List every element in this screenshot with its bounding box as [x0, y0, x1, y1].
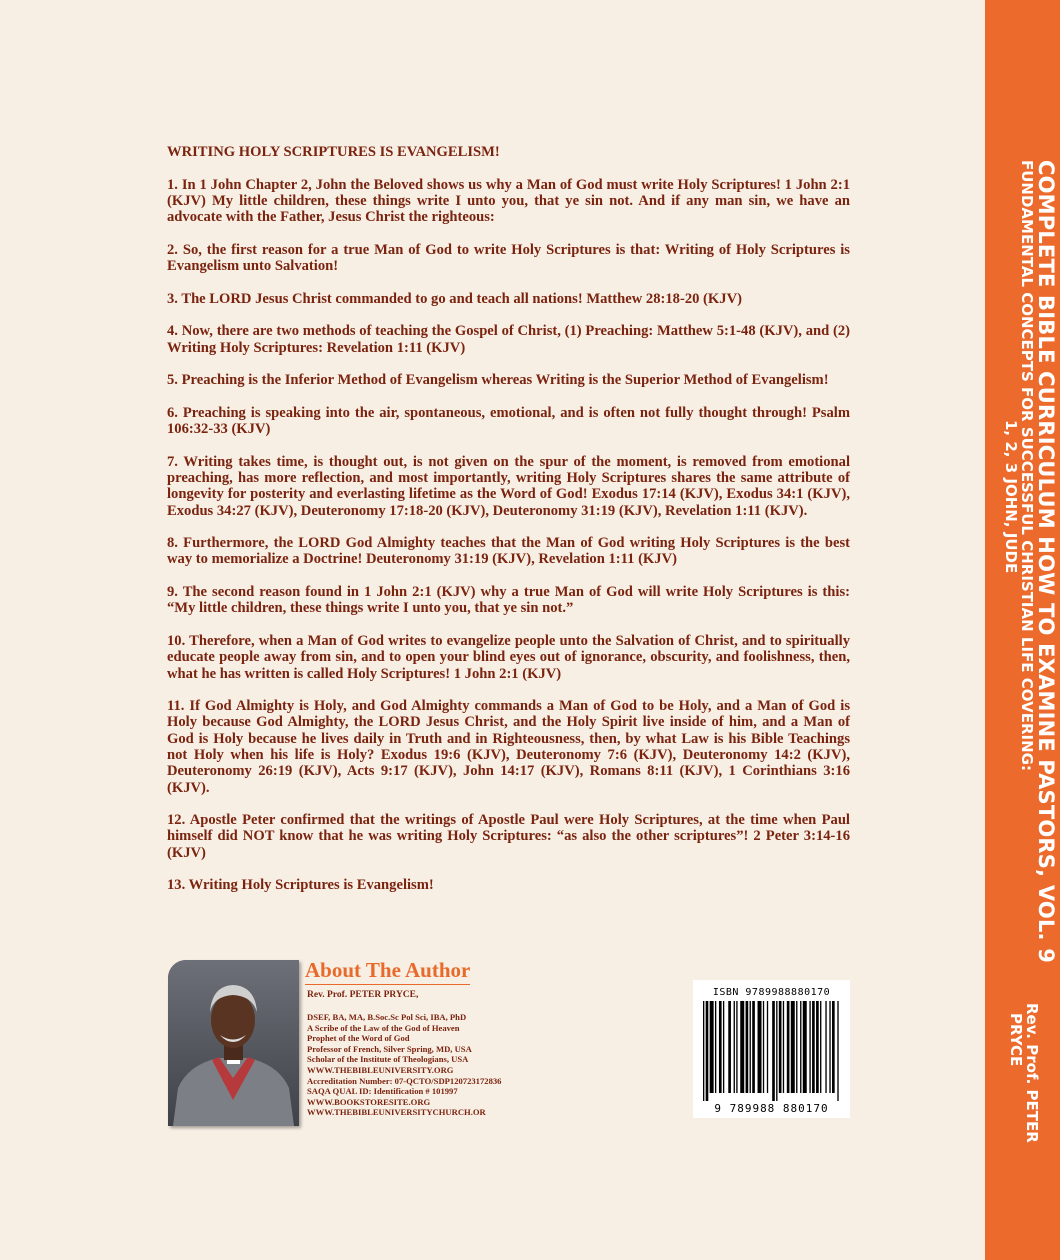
heading: WRITING HOLY SCRIPTURES IS EVANGELISM! [167, 144, 500, 160]
credential-line: Prophet of the Word of God [307, 1033, 410, 1044]
isbn-label: ISBN 9789988880170 [712, 987, 831, 998]
paragraph-5: 5. Preaching is the Inferior Method of Evangelism whereas Writing is the Superior Method of Evangelism! [167, 372, 829, 389]
barcode-bar [776, 1001, 777, 1101]
isbn-barcode [693, 980, 850, 1118]
spine-author-line: PRYCE [1007, 1013, 1025, 1067]
barcode-bar [736, 1001, 737, 1093]
barcode-bar [740, 1001, 744, 1093]
barcode-bar [809, 1001, 810, 1093]
paragraph-4: 4. Now, there are two methods of teaching the Gospel of Christ, (1) Preaching: Matthew 5:1-48 (KJV), and (2) Writing Holy Scriptures: Revelation 1:11 (KJV) [167, 323, 850, 356]
spine-author-line: Rev. Prof. PETER [1023, 1003, 1041, 1143]
spine-subtitle-books: 1, 2, 3 JOHN, JUDE [1002, 420, 1020, 574]
barcode-bar [825, 1001, 826, 1093]
about-author-title: About The Author [305, 958, 470, 985]
paragraph-7: 7. Writing takes time, is thought out, is not given on the spur of the moment, is removed from emotional preaching, has more reflection, and most importantly, writing Holy Scriptures shares the same attribute of longevity for posterity and everlasting lifetime as the Word of God! Exodus 17:14 (KJV), Exodus 34:1 (KJV), Exodus 34:27 (KJV), Deuteronomy 17:18-20 (KJV), Deuteronomy 31:19 (KJV), Revelation 1:11 (KJV). [167, 453, 850, 519]
credential-line: DSEF, BA, MA, B.Soc.Sc Pol Sci, IBA, PhD [307, 1012, 467, 1022]
barcode-bar [791, 1001, 795, 1093]
paragraph-10: 10. Therefore, when a Man of God writes to evangelize people unto the Salvation of Christ, and to spiritually educate people away from sin, and to open your blind eyes out of ignorance, obscurity, and foolishness, then, what he has written is called Holy Scriptures! 1 John 2:1 (KJV) [167, 632, 850, 682]
barcode-bar [783, 1001, 784, 1093]
barcode-bar [763, 1001, 764, 1093]
barcode-bar [703, 1001, 704, 1101]
paragraph-11: 11. If God Almighty is Holy, and God Almighty commands a Man of God to be Holy, and a Man of God is Holy because God Almighty, the LORD Jesus Christ, and the Holy Spirit live inside of him, and a Man of God is Holy because he lives daily in Truth and in Righteousness, then, by what Law is his Bible Teachings not Holy when his life is Holy? Exodus 19:6 (KJV), Deuteronomy 7:6 (KJV), Deuteronomy 14:2 (KJV), Deuteronomy 26:19 (KJV), Acts 9:17 (KJV), John 14:17 (KJV), Romans 8:11 (KJV), 1 Corinthians 3:16 (KJV). [167, 698, 850, 796]
barcode-bar [710, 1001, 714, 1093]
paragraph-1: 1. In 1 John Chapter 2, John the Beloved shows us why a Man of God must write Holy Scriptures! 1 John 2:1 (KJV) My little children, these things write I unto you, that ye sin not. And if any man sin, we have an advocate with the Father, Jesus Christ the righteous: [167, 176, 850, 226]
spine-title-block [1003, 160, 1057, 963]
barcode-bar [767, 1001, 768, 1093]
barcode-bar [779, 1001, 782, 1093]
spine-title: COMPLETE BIBLE CURRICULUM HOW TO EXAMINE PASTORS, VOL. 9 [1034, 160, 1058, 964]
credential-line: A Scribe of the Law of the God of Heaven [307, 1022, 460, 1033]
author-credentials [307, 1012, 501, 1118]
barcode-bar [715, 1001, 716, 1093]
paragraph-13: 13. Writing Holy Scriptures is Evangelism! [167, 877, 434, 894]
barcode-bar [820, 1001, 821, 1093]
barcode-bar [728, 1001, 731, 1093]
barcode-bar [816, 1001, 819, 1093]
credential-line: WWW.THEBIBLEUNIVERSITY.ORG [307, 1064, 454, 1075]
barcode-bar [719, 1001, 722, 1093]
barcode-bar [796, 1001, 797, 1093]
barcode-bar [772, 1001, 775, 1101]
barcode-bar [758, 1001, 762, 1093]
credential-line: Professor of French, Silver Spring, MD, USA [307, 1043, 472, 1054]
barcode-bar [800, 1001, 801, 1093]
barcode-bar [752, 1001, 755, 1093]
barcode-bar [829, 1001, 830, 1093]
paragraph-2: 2. So, the first reason for a true Man of God to write Holy Scriptures is that: Writing of Holy Scriptures is Evangelism unto Salvation! [167, 241, 850, 275]
barcode-bar [803, 1001, 807, 1093]
barcode-bars [703, 1001, 840, 1101]
author-photo [168, 960, 299, 1126]
barcode-bar [837, 1001, 838, 1101]
barcode-bar [787, 1001, 790, 1093]
paragraph-9: 9. The second reason found in 1 John 2:1 (KJV) why a true Man of God will write Holy Scriptures is this: “My little children, these things write I unto you, that ye sin not.” [167, 584, 850, 617]
author-name: Rev. Prof. PETER PRYCE, [307, 990, 419, 1000]
credential-line: Accreditation Number: 07-QCTO/SDP120723172836 [307, 1075, 502, 1086]
paragraph-6: 6. Preaching is speaking into the air, spontaneous, emotional, and is often not fully thought through! Psalm 106:32-33 (KJV) [167, 404, 850, 438]
credential-line: Scholar of the Institute of Theologians, USA [307, 1054, 469, 1065]
barcode-bar [723, 1001, 724, 1093]
credential-line: WWW.THEBIBLEUNIVERSITYCHURCH.OR [307, 1107, 486, 1118]
paragraph-3: 3. The LORD Jesus Christ commanded to go and teach all nations! Matthew 28:18-20 (KJV) [167, 290, 742, 307]
barcode-bar [746, 1001, 749, 1093]
isbn-digits: 9 789988 880170 [714, 1102, 829, 1115]
main-text [167, 144, 850, 910]
barcode-bar [832, 1001, 835, 1093]
paragraph-12: 12. Apostle Peter confirmed that the writings of Apostle Paul were Holy Scriptures, at the time when Paul himself did NOT know that he was writing Holy Scriptures: “as also the other scriptures”! 2 Peter 3:14-16 (KJV) [167, 812, 850, 861]
barcode-bar [706, 1001, 709, 1101]
credential-line: SAQA QUAL ID: Identification # 101997 [307, 1086, 458, 1097]
barcode-bar [812, 1001, 815, 1093]
paragraph-8: 8. Furthermore, the LORD God Almighty teaches that the Man of God writing Holy Scriptures is the best way to memorialize a Doctrine! Deuteronomy 31:19 (KJV), Revelation 1:11 (KJV) [167, 535, 850, 568]
credential-line: WWW.BOOKSTORESITE.ORG [307, 1096, 431, 1107]
barcode-bar [734, 1001, 735, 1093]
barcode-bar [750, 1001, 751, 1093]
spine-subtitle: FUNDAMENTAL CONCEPTS FOR SUCCESSFUL CHRISTIAN LIFE COVERING: [1018, 160, 1036, 771]
spine-author [1008, 1003, 1040, 1143]
